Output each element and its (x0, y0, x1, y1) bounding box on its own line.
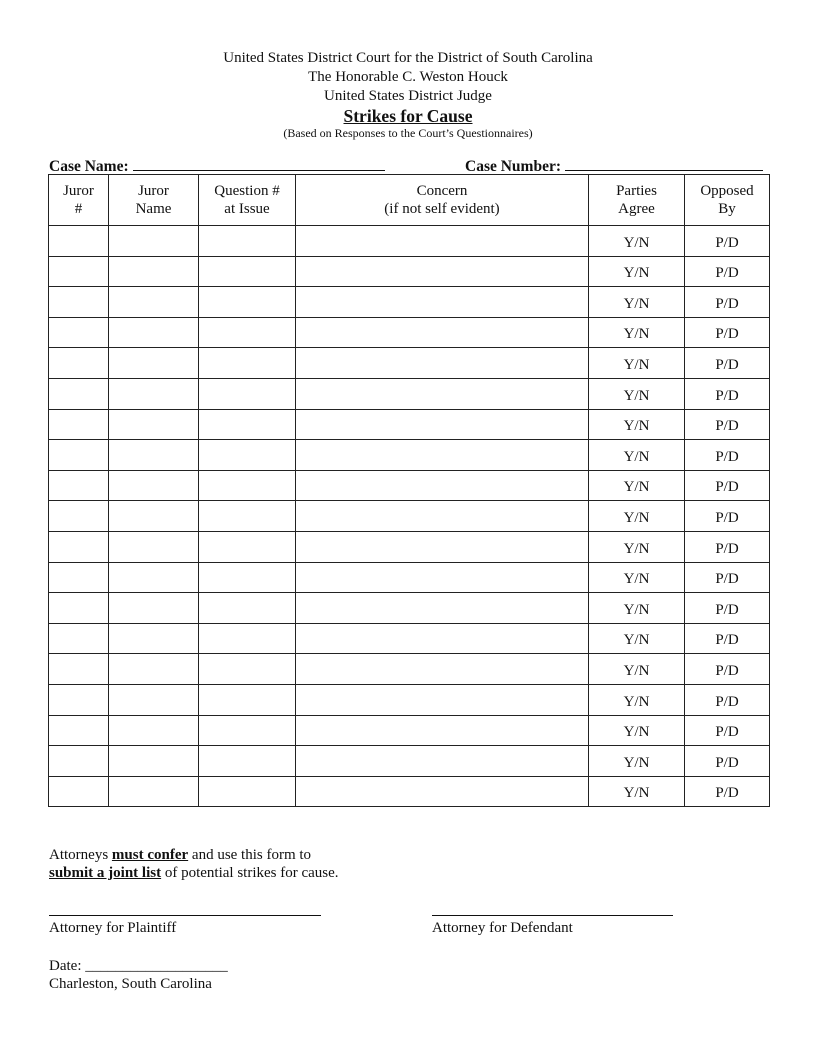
cell-concern[interactable] (296, 348, 589, 379)
cell-question[interactable] (199, 654, 296, 685)
col-header-parties-agree: Parties Agree (589, 175, 685, 226)
defendant-signature-label: Attorney for Defendant (432, 920, 573, 936)
cell-question[interactable] (199, 226, 296, 257)
cell-concern[interactable] (296, 684, 589, 715)
cell-opposed-by[interactable]: P/D (685, 378, 770, 409)
cell-concern[interactable] (296, 746, 589, 777)
cell-juror-number[interactable] (49, 256, 109, 287)
col-header-juror-name: Juror Name (109, 175, 199, 226)
cell-opposed-by[interactable]: P/D (685, 409, 770, 440)
cell-juror-number[interactable] (49, 776, 109, 807)
cell-concern[interactable] (296, 715, 589, 746)
cell-juror-number[interactable] (49, 317, 109, 348)
judge-name: The Honorable C. Weston Houck (308, 69, 508, 85)
cell-opposed-by[interactable]: P/D (685, 746, 770, 777)
cell-concern[interactable] (296, 531, 589, 562)
cell-juror-number[interactable] (49, 501, 109, 532)
cell-juror-name[interactable] (109, 623, 199, 654)
cell-question[interactable] (199, 684, 296, 715)
table-row (49, 654, 770, 685)
cell-juror-name[interactable] (109, 562, 199, 593)
cell-juror-name[interactable] (109, 531, 199, 562)
cell-parties-agree[interactable]: Y/N (589, 378, 685, 409)
cell-concern[interactable] (296, 776, 589, 807)
cell-juror-number[interactable] (49, 287, 109, 318)
cell-parties-agree[interactable]: Y/N (589, 348, 685, 379)
table-header-row (49, 175, 770, 226)
cell-juror-name[interactable] (109, 317, 199, 348)
table-row (49, 348, 770, 379)
cell-parties-agree[interactable]: Y/N (589, 440, 685, 471)
cell-opposed-by[interactable]: P/D (685, 654, 770, 685)
cell-opposed-by[interactable]: P/D (685, 470, 770, 501)
cell-opposed-by[interactable]: P/D (685, 256, 770, 287)
cell-opposed-by[interactable]: P/D (685, 776, 770, 807)
defendant-signature-line[interactable] (432, 915, 673, 916)
cell-juror-number[interactable] (49, 746, 109, 777)
cell-concern[interactable] (296, 317, 589, 348)
cell-parties-agree[interactable]: Y/N (589, 501, 685, 532)
cell-concern[interactable] (296, 562, 589, 593)
cell-concern[interactable] (296, 256, 589, 287)
col-header-question: Question # at Issue (199, 175, 296, 226)
cell-opposed-by[interactable]: P/D (685, 501, 770, 532)
cell-question[interactable] (199, 378, 296, 409)
table-row (49, 378, 770, 409)
cell-parties-agree[interactable]: Y/N (589, 746, 685, 777)
cell-question[interactable] (199, 317, 296, 348)
cell-question[interactable] (199, 470, 296, 501)
cell-parties-agree[interactable]: Y/N (589, 470, 685, 501)
table-row (49, 226, 770, 257)
cell-question[interactable] (199, 256, 296, 287)
cell-question[interactable] (199, 440, 296, 471)
case-name-field[interactable] (133, 155, 385, 171)
cell-juror-name[interactable] (109, 256, 199, 287)
cell-juror-number[interactable] (49, 654, 109, 685)
cell-juror-name[interactable] (109, 501, 199, 532)
judge-title: United States District Judge (324, 88, 492, 104)
cell-parties-agree[interactable]: Y/N (589, 593, 685, 624)
cell-question[interactable] (199, 776, 296, 807)
table-row (49, 256, 770, 287)
cell-juror-name[interactable] (109, 684, 199, 715)
cell-juror-number[interactable] (49, 440, 109, 471)
case-number-label: Case Number: (465, 158, 561, 175)
cell-juror-number[interactable] (49, 470, 109, 501)
cell-concern[interactable] (296, 409, 589, 440)
cell-question[interactable] (199, 287, 296, 318)
table-row (49, 531, 770, 562)
table-row (49, 562, 770, 593)
table-row (49, 287, 770, 318)
date-line[interactable]: Date: ___________________ (49, 958, 228, 974)
form-subtitle: (Based on Responses to the Court’s Questionnaires) (283, 126, 533, 140)
table-row (49, 684, 770, 715)
cell-opposed-by[interactable]: P/D (685, 715, 770, 746)
table-row (49, 715, 770, 746)
cell-opposed-by[interactable]: P/D (685, 348, 770, 379)
location: Charleston, South Carolina (49, 976, 212, 992)
cell-juror-name[interactable] (109, 348, 199, 379)
table-row (49, 593, 770, 624)
form-title: Strikes for Cause (343, 106, 473, 126)
table-row (49, 317, 770, 348)
table-row (49, 746, 770, 777)
court-name: United States District Court for the District of South Carolina (223, 50, 593, 66)
cell-question[interactable] (199, 623, 296, 654)
cell-opposed-by[interactable]: P/D (685, 317, 770, 348)
cell-parties-agree[interactable]: Y/N (589, 256, 685, 287)
cell-parties-agree[interactable]: Y/N (589, 409, 685, 440)
cell-parties-agree[interactable]: Y/N (589, 715, 685, 746)
case-number-field[interactable] (565, 155, 763, 171)
cell-juror-name[interactable] (109, 409, 199, 440)
cell-question[interactable] (199, 746, 296, 777)
cell-juror-name[interactable] (109, 715, 199, 746)
cell-opposed-by[interactable]: P/D (685, 562, 770, 593)
cell-juror-name[interactable] (109, 776, 199, 807)
cell-question[interactable] (199, 531, 296, 562)
plaintiff-signature-label: Attorney for Plaintiff (49, 920, 177, 936)
cell-opposed-by[interactable]: P/D (685, 623, 770, 654)
cell-juror-number[interactable] (49, 715, 109, 746)
must-confer-text: must confer (111, 847, 189, 863)
table-row (49, 776, 770, 807)
cell-opposed-by[interactable]: P/D (685, 440, 770, 471)
table-row (49, 409, 770, 440)
cell-juror-name[interactable] (109, 378, 199, 409)
cell-parties-agree[interactable]: Y/N (589, 562, 685, 593)
cell-juror-number[interactable] (49, 562, 109, 593)
cell-concern[interactable] (296, 226, 589, 257)
strikes-table (48, 174, 770, 807)
col-header-juror-number: Juror # (49, 175, 109, 226)
cell-concern[interactable] (296, 287, 589, 318)
cell-opposed-by[interactable]: P/D (685, 531, 770, 562)
cell-juror-name[interactable] (109, 593, 199, 624)
table-row (49, 470, 770, 501)
table-row (49, 501, 770, 532)
cell-juror-number[interactable] (49, 409, 109, 440)
cell-juror-number[interactable] (49, 623, 109, 654)
col-header-opposed-by: Opposed By (685, 175, 770, 226)
cell-concern[interactable] (296, 440, 589, 471)
cell-juror-number[interactable] (49, 226, 109, 257)
cell-parties-agree[interactable]: Y/N (589, 317, 685, 348)
cell-juror-number[interactable] (49, 348, 109, 379)
cell-juror-name[interactable] (109, 226, 199, 257)
cell-concern[interactable] (296, 470, 589, 501)
cell-parties-agree[interactable]: Y/N (589, 226, 685, 257)
cell-juror-name[interactable] (109, 287, 199, 318)
table-body (49, 226, 770, 807)
cell-juror-name[interactable] (109, 654, 199, 685)
cell-juror-name[interactable] (109, 440, 199, 471)
case-number-row (465, 155, 763, 176)
joint-list-text: submit a joint list (49, 865, 162, 881)
table-row (49, 623, 770, 654)
cell-opposed-by[interactable]: P/D (685, 593, 770, 624)
cell-opposed-by[interactable]: P/D (685, 684, 770, 715)
cell-juror-number[interactable] (49, 531, 109, 562)
cell-parties-agree[interactable]: Y/N (589, 623, 685, 654)
cell-concern[interactable] (296, 654, 589, 685)
cell-question[interactable] (199, 593, 296, 624)
cell-concern[interactable] (296, 623, 589, 654)
cell-question[interactable] (199, 348, 296, 379)
cell-parties-agree[interactable]: Y/N (589, 654, 685, 685)
instructions: Attorneys must confer and use this form to submit a joint list of potential strikes for cause. (49, 847, 339, 881)
cell-question[interactable] (199, 715, 296, 746)
cell-parties-agree[interactable]: Y/N (589, 684, 685, 715)
case-name-label: Case Name: (49, 158, 129, 175)
cell-juror-name[interactable] (109, 746, 199, 777)
cell-parties-agree[interactable]: Y/N (589, 287, 685, 318)
plaintiff-signature-line[interactable] (49, 915, 321, 916)
cell-question[interactable] (199, 501, 296, 532)
cell-question[interactable] (199, 562, 296, 593)
cell-concern[interactable] (296, 501, 589, 532)
cell-opposed-by[interactable]: P/D (685, 226, 770, 257)
cell-juror-number[interactable] (49, 593, 109, 624)
cell-juror-name[interactable] (109, 470, 199, 501)
cell-juror-number[interactable] (49, 684, 109, 715)
cell-parties-agree[interactable]: Y/N (589, 531, 685, 562)
cell-opposed-by[interactable]: P/D (685, 287, 770, 318)
cell-juror-number[interactable] (49, 378, 109, 409)
table-row (49, 440, 770, 471)
col-header-concern: Concern (if not self evident) (296, 175, 589, 226)
cell-question[interactable] (199, 409, 296, 440)
case-name-row (49, 155, 385, 176)
cell-concern[interactable] (296, 378, 589, 409)
cell-parties-agree[interactable]: Y/N (589, 776, 685, 807)
cell-concern[interactable] (296, 593, 589, 624)
